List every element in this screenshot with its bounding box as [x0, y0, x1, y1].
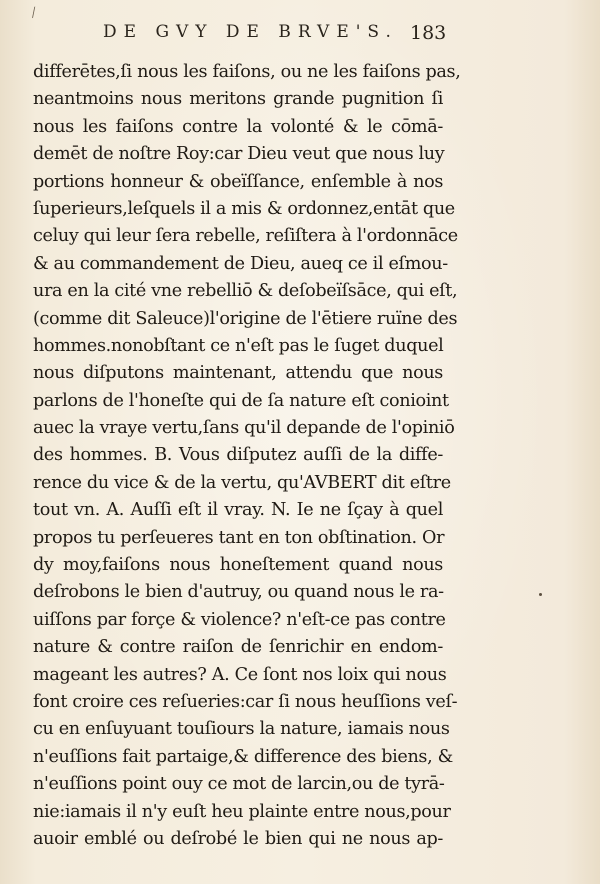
text-line: dy moy,faiſons nous honeſtement quand nous — [33, 555, 443, 576]
text-line: auec la vraye vertu,ſans qu'il depande de l'opiniō — [33, 418, 455, 439]
corner-mark: ⁄ — [30, 6, 38, 21]
text-line: differētes,ſi nous les faiſons, ou ne les faiſons pas, — [33, 62, 461, 82]
text-line: ſuperieurs,leſquels il a mis & ordonnez,entāt que — [33, 198, 455, 219]
text-line: deſrobons le bien d'autruy, ou quand nous le ra- — [33, 582, 444, 603]
text-line: font croire ces reſueries:car ſi nous heuſſions veſ- — [33, 691, 458, 712]
text-line: nous les faiſons contre la volonté & le cōmā- — [33, 116, 443, 137]
text-line: rence du vice & de la vertu, qu'AVBERT dit eſtre — [33, 472, 451, 493]
text-line: ura en la cité vne rebelliō & deſobeïſsāce, qui eſt, — [33, 281, 458, 302]
ink-speck — [539, 593, 542, 596]
body-text — [33, 59, 461, 853]
text-line: propos tu perſeueres tant en ton obſtination. Or — [33, 527, 445, 548]
text-line: n'euſſions fait partaige,& difference des biens, & — [33, 746, 453, 767]
text-line: nature & contre raiſon de ſenrichir en endom- — [33, 637, 443, 658]
text-line: auoir emblé ou deſrobé le bien qui ne nous ap- — [33, 828, 443, 849]
text-line: demēt de noſtre Roy:car Dieu veut que nous luy — [33, 144, 445, 165]
text-line: nous diſputons maintenant, attendu que nous — [33, 363, 443, 384]
text-line: tout vn. A. Auſſi eſt il vray. N. Ie ne ſçay à quel — [33, 500, 443, 521]
text-line: nie:iamais il n'y euſt heu plainte entre nous,pour — [33, 801, 451, 822]
text-line: neantmoins nous meritons grande pugnition ſi — [33, 89, 443, 110]
page-number: 183 — [410, 22, 447, 44]
text-line: uiſſons par forçe & violence? n'eſt-ce pas contre — [33, 609, 446, 630]
text-line: cu en enſuyuant touſiours la nature, iamais nous — [33, 719, 450, 740]
text-line: celuy qui leur ſera rebelle, reſiſtera à l'ordonnāce — [33, 226, 458, 247]
text-line: & au commandement de Dieu, aueq ce il eſmou- — [33, 253, 448, 274]
running-title: DE GVY DE BRVE'S. — [103, 22, 398, 42]
text-line: parlons de l'honeſte qui de ſa nature eſt conioint — [33, 390, 449, 411]
text-line: n'euſſions point ouy ce mot de larcin,ou de tyrā- — [33, 774, 445, 795]
text-line: des hommes. B. Vous diſputez auſſi de la diffe- — [33, 445, 443, 466]
text-line: (comme dit Saleuce)l'origine de l'ētiere ruïne des — [33, 308, 458, 329]
text-line: mageant les autres? A. Ce ſont nos loix qui nous — [33, 664, 447, 685]
text-line: hommes.nonobſtant ce n'eſt pas le ſuget duquel — [33, 335, 444, 356]
text-line: portions honneur & obeïſſance, enſemble à nos — [33, 171, 443, 192]
